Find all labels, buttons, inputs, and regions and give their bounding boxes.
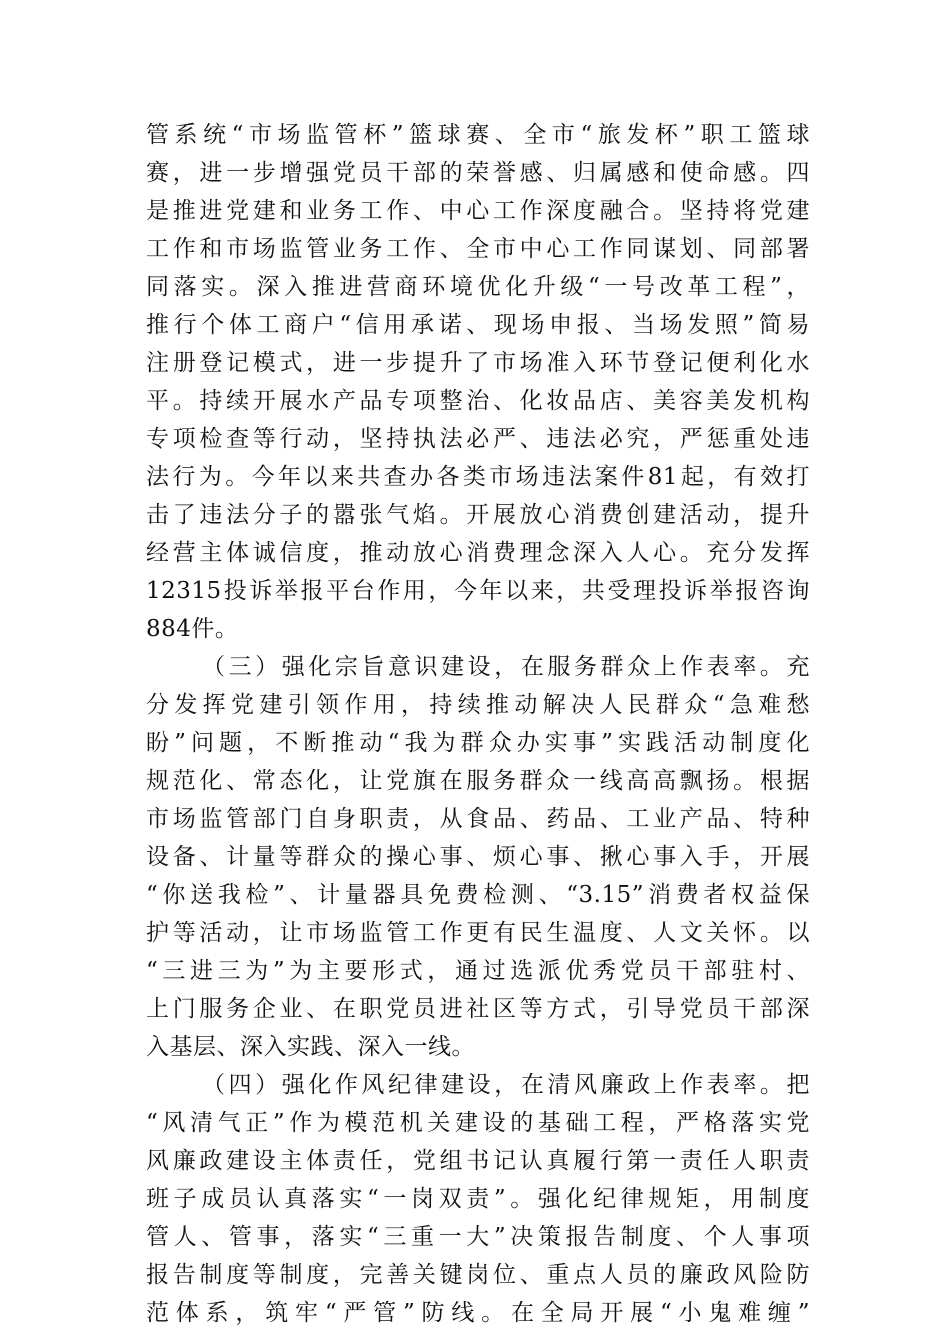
text-line-28: 风廉政建设主体责任，党组书记认真履行第一责任人职责 <box>146 1148 810 1174</box>
text-line-31: 报告制度等制度，完善关键岗位、重点人员的廉政风险防 <box>146 1262 810 1288</box>
section-heading-4-line: （四）强化作风纪律建设，在清风廉政上作表率。把 <box>202 1072 810 1098</box>
text-line-17: 盼”问题，不断推动“我为群众办实事”实践活动制度化 <box>146 730 810 756</box>
text-line-5: 同落实。深入推进营商环境优化升级“一号改革工程”， <box>146 274 810 300</box>
body-text <box>146 116 810 1332</box>
text-line-27: “风清气正”作为模范机关建设的基础工程，严格落实党 <box>146 1110 810 1136</box>
text-line-13: 12315投诉举报平台作用，今年以来，共受理投诉举报咨询 <box>146 578 810 604</box>
text-line-23: “三进三为”为主要形式，通过选派优秀党员干部驻村、 <box>146 958 810 984</box>
text-line-25: 入基层、深入实践、深入一线。 <box>146 1034 475 1060</box>
text-line-20: 设备、计量等群众的操心事、烦心事、揪心事入手，开展 <box>146 844 810 870</box>
text-line-1: 管系统“市场监管杯”篮球赛、全市“旅发杯”职工篮球 <box>146 122 810 148</box>
text-line-8: 平。持续开展水产品专项整治、化妆品店、美容美发机构 <box>146 388 810 414</box>
text-line-7: 注册登记模式，进一步提升了市场准入环节登记便利化水 <box>146 350 810 376</box>
text-line-9: 专项检查等行动，坚持执法必严、违法必究，严惩重处违 <box>146 426 810 452</box>
text-line-16: 分发挥党建引领作用，持续推动解决人民群众“急难愁 <box>146 692 810 718</box>
section-heading-3-line: （三）强化宗旨意识建设，在服务群众上作表率。充 <box>202 654 810 680</box>
text-line-2: 赛，进一步增强党员干部的荣誉感、归属感和使命感。四 <box>146 160 810 186</box>
text-line-22: 护等活动，让市场监管工作更有民生温度、人文关怀。以 <box>146 920 810 946</box>
text-line-30: 管人、管事，落实“三重一大”决策报告制度、个人事项 <box>146 1224 810 1250</box>
text-line-6: 推行个体工商户“信用承诺、现场申报、当场发照”简易 <box>146 312 810 338</box>
text-line-3: 是推进党建和业务工作、中心工作深度融合。坚持将党建 <box>146 198 810 224</box>
text-line-19: 市场监管部门自身职责，从食品、药品、工业产品、特种 <box>146 806 810 832</box>
text-line-4: 工作和市场监管业务工作、全市中心工作同谋划、同部署 <box>146 236 810 262</box>
text-line-32: 范体系，筑牢“严管”防线。在全局开展“小鬼难缠” <box>146 1300 810 1326</box>
text-line-21: “你送我检”、计量器具免费检测、“3.15”消费者权益保 <box>146 882 810 908</box>
text-line-14: 884件。 <box>146 616 239 642</box>
text-line-10: 法行为。今年以来共查办各类市场违法案件81起，有效打 <box>146 464 810 490</box>
text-line-11: 击了违法分子的嚣张气焰。开展放心消费创建活动，提升 <box>146 502 810 528</box>
text-line-29: 班子成员认真落实“一岗双责”。强化纪律规矩，用制度 <box>146 1186 810 1212</box>
text-line-18: 规范化、常态化，让党旗在服务群众一线高高飘扬。根据 <box>146 768 810 794</box>
text-line-12: 经营主体诚信度，推动放心消费理念深入人心。充分发挥 <box>146 540 810 566</box>
text-line-24: 上门服务企业、在职党员进社区等方式，引导党员干部深 <box>146 996 810 1022</box>
